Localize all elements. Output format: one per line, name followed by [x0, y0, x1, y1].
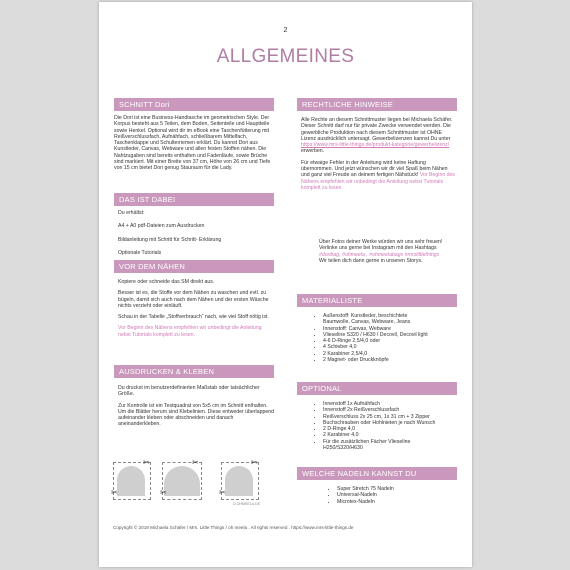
recht-text-end: erwerben.	[301, 148, 325, 155]
section-header-naehen: VOR DEM NÄHEN	[114, 260, 274, 273]
recht-note: Vor Beginn des Nähens empfehlen wir unbedingt die Anleitung nebst Tutorials komplett zu lesen.	[301, 172, 456, 191]
druck-text: Zur Kontrolle ist ein Testquadrat von 5x5 cm im Schnitt enthalten. Um die Blätter herum sind Klebelinien. Diese entweder überlappend aufeinander kleben oder abschneiden und danach aneinanderkleben.	[118, 402, 275, 428]
list-item: • Universal-Nadeln	[337, 492, 457, 498]
figure-caption: D.OHMEELA.DE	[233, 502, 261, 506]
recht-text: Alle Rechte an diesem Schnittmuster liegen bei Michaela Schäfer. Dieser Schnitt darf nur für private Zwecke verwendet werden. Die gewerbliche Produktion nach diesem Schnittmuster ist OHNE Lizenz ausdrücklich untersagt. Gewerbelizenzen kannst Du unter	[301, 117, 453, 142]
recht-text: Für etwaige Fehler in der Anleitung wird keine Haftung übernommen. Und jetzt wünschen wir dir viel Spaß beim Nähen und ganz viel Freude an deinem fertigen Nähstück!	[301, 159, 448, 179]
material-section	[297, 294, 457, 363]
social-text: Wir teilen dich dann gerne in unseren Storys.	[319, 257, 423, 264]
left-column	[114, 98, 274, 172]
assembly-figure-3	[217, 458, 261, 506]
assembly-figure-1	[109, 460, 151, 500]
naehen-note: Vor Beginn des Nähens empfehlen wir unbedingt die Anleitung nebst Tutorials komplett zu lesen.	[118, 325, 262, 338]
list-item: • Innenstoff 2x Reißverschlussfach	[323, 407, 443, 413]
social-text: Verlinke uns gerne bei Instagram mit den Hashtags	[319, 245, 437, 252]
schnitt-text: Die Dori ist eine Business-Handtasche im geometrischen Style. Der Korpus besteht aus 5 Teilen, dem Boden, Seitenteile und Hauptteile sowie Henkel. Optional wird dir im eBook eine Taschenfütterung mit Reißverschlussfach, Aufnähfach, schließbarem Mittelfach, Taschenklappe und Schulterriemen erklärt. Du kannst Dori aus Kunstleder, Canvas, Webware und allen festen Stoffen nähen. Die Nahtzugaben sind bereits enthalten und Fadenläufe, sowie Brüche sind markiert. Mit einer Breite von 37 cm, Höhe von 26 cm und Tiefe von 15 cm bietet Dori genug Stauraum für die Lady.	[114, 115, 271, 172]
list-item: • Innenstoff 1x Aufnähfach	[323, 401, 443, 407]
glue-line	[221, 462, 259, 500]
list-item: • 4 Schieber 4,0	[323, 344, 433, 350]
material-list	[297, 313, 433, 363]
recht-section	[297, 98, 457, 191]
list-item: • 2 Karabiner 2,5/4,0	[323, 351, 433, 357]
naehen-text: Schau in der Tabelle „Stoffverbrauch“ nach, wie viel Stoff nötig ist.	[118, 314, 269, 321]
scissors-icon: ✂	[219, 488, 226, 497]
list-item: • Buchschrauben oder Hohlnieten je nach Wunsch	[323, 420, 443, 426]
druck-text: Du druckst im benutzerdefinierten Maßstab oder tatsächlicher Größe.	[118, 385, 260, 398]
list-item: • 2 Magnet- oder Druckknöpfe	[323, 357, 433, 363]
nadeln-section	[297, 467, 457, 505]
section-header-schnitt: SCHNITT Dori	[114, 98, 274, 111]
dabei-section	[114, 193, 274, 256]
dabei-item: A4 + A0 pdf-Dateien zum Ausdrucken	[118, 223, 205, 230]
scissors-icon: ✂	[143, 458, 150, 467]
list-item: • 4-6 D-Ringe 2,5/4,0 oder	[323, 338, 433, 344]
list-item: • Reißverschluss 2x 25 cm, 1x 31 cm + 3 Zipper	[323, 414, 443, 420]
section-header-nadeln: WELCHE NADELN KANNST DU	[297, 467, 457, 480]
list-item: • Microtex-Nadeln	[337, 499, 457, 505]
section-header-material: MATERIALLISTE	[297, 294, 457, 307]
licence-link[interactable]: https://www.mrs-little-things.de/produkt-kategorie/gewerbelizenz/	[301, 142, 450, 149]
dabei-item: Du erhältst:	[118, 210, 145, 216]
nadeln-list	[297, 486, 457, 505]
optional-section	[297, 382, 457, 451]
scissors-icon: ✂	[160, 488, 167, 497]
social-section	[319, 239, 449, 264]
social-text: Über Fotos deiner Werke würden wir uns sehr freuen!	[319, 239, 443, 245]
section-header-recht: RECHTLICHE HINWEISE	[297, 98, 457, 111]
footer: Copyright © 2019 Michaela Schäfer / Mrs. Little Things / oh meela . All rights reserved . https://www.mrs-little-things.de	[113, 525, 354, 530]
druck-section	[114, 365, 274, 428]
scissors-icon: ✂	[192, 458, 199, 467]
assembly-figure-2	[160, 460, 202, 500]
glue-line	[162, 462, 202, 500]
scissors-icon: ✂	[251, 458, 258, 467]
section-header-dabei: DAS IST DABEI	[114, 193, 274, 206]
document-page	[99, 2, 472, 567]
naehen-section	[114, 260, 274, 338]
list-item: • Innenstoff: Canvas, Webware	[323, 326, 433, 332]
page-title: ALLGEMEINES	[216, 46, 355, 67]
list-item: • Super Stretch 75 Nadeln	[337, 486, 457, 492]
list-item: • 2 D-Ringe 4,0	[323, 426, 443, 432]
list-item: • Vlieseline S320 / H630 / Decovil, Decovil light	[323, 332, 433, 338]
hashtags: #doribag, #ohmeela , #ohmeelabags #mrslittlethings	[319, 251, 440, 258]
scissors-icon: ✂	[111, 488, 118, 497]
list-item: • 2 Karabiner 4,0	[323, 432, 443, 438]
section-header-druck: AUSDRUCKEN & KLEBEN	[114, 365, 274, 378]
section-header-optional: OPTIONAL	[297, 382, 457, 395]
naehen-text: Kopiere oder schneide das SM direkt aus.	[118, 279, 215, 285]
page-number: 2	[283, 27, 288, 34]
naehen-text: Besser ist es, die Stoffe vor dem Nähen zu waschen und evtl. zu bügeln, damit sich auch nach dem Nähen und der ersten Wäsche nichts verzieht oder einläuft.	[118, 290, 269, 309]
list-item: • Außenstoff: Kunstleder, beschichtete Baumwolle, Canvas, Webware, Jeans	[323, 313, 433, 326]
optional-list	[297, 401, 443, 451]
glue-line	[113, 462, 151, 500]
list-item: • Für die zusätzlichen Fächer Vlieseline H250/S320/H630	[323, 439, 443, 452]
dabei-item: Optionale Tutorials	[118, 249, 162, 256]
dabei-item: Bildanleitung mit Schritt für Schritt- Erklärung	[118, 236, 222, 243]
